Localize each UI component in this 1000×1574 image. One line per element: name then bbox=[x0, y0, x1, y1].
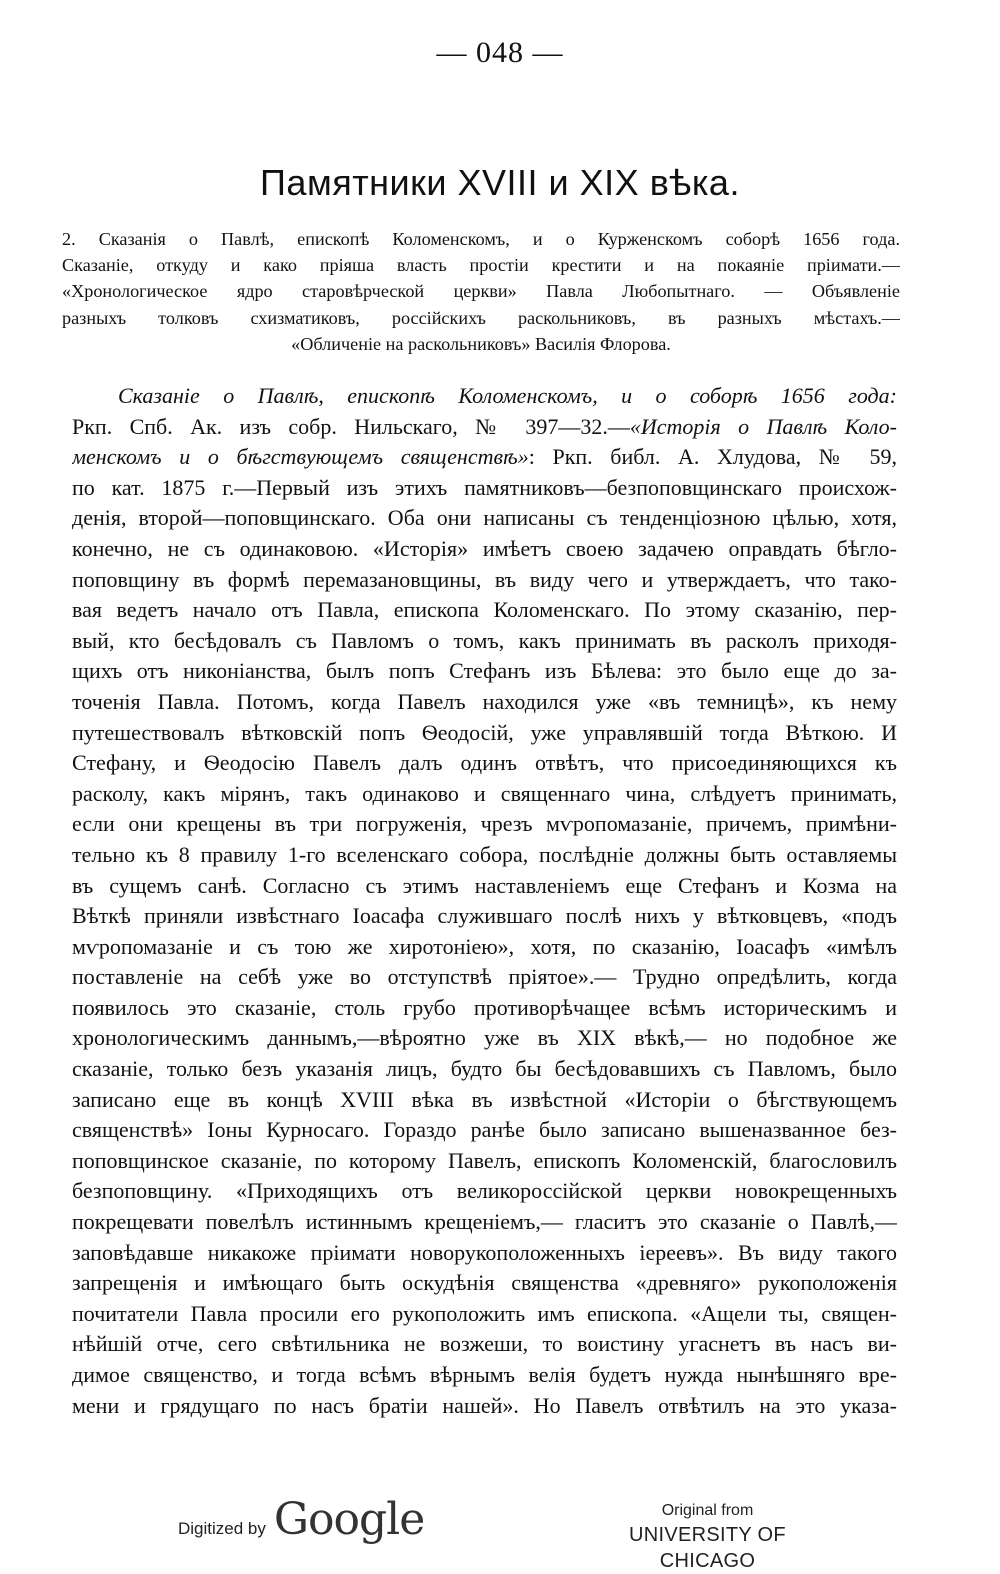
italic-heading: Сказаніе о Павлѣ, епископѣ Коломенскомъ, и о соборѣ 1656 года: bbox=[118, 383, 897, 408]
body-line: покрещевати повелѣлъ истиннымъ крещеніемъ,— гласитъ это сказаніе о Павлѣ,— bbox=[72, 1209, 897, 1235]
body-line: конечно, не съ одинаковою. «Исторія» имѣетъ своею задачею оправдать бѣгло- bbox=[72, 535, 897, 561]
body-line: мѵропомазаніе и съ тою же хиротоніею», хотя, по сказанію, Іоасафъ «имѣлъ bbox=[72, 933, 897, 959]
body-line: точенія Павла. Потомъ, когда Павелъ находился уже «въ темницѣ», къ нему bbox=[72, 688, 897, 714]
body-line: записано еще въ концѣ XVIII вѣка въ извѣстной «Исторіи о бѣгствующемъ bbox=[72, 1086, 897, 1112]
body-line: поповщинское сказаніе, по которому Павелъ, епископъ Коломенскій, благословилъ bbox=[72, 1147, 897, 1173]
italic-title: «Исторія о Павлѣ Коло- bbox=[629, 413, 897, 439]
contents-line: «Обличеніе на раскольниковъ» Василія Флорова. bbox=[291, 333, 671, 354]
body-line: денія, второй—поповщинскаго. Оба они написаны съ тенденціозною цѣлью, хотя, bbox=[72, 505, 897, 531]
italic-title: менскомъ и о бѣгствующемъ священствѣ» bbox=[72, 444, 529, 470]
body-line bbox=[72, 442, 897, 473]
body-line: расколу, какъ мірянъ, такъ одинаково и священнаго чина, слѣдуетъ принимать, bbox=[72, 780, 897, 806]
contents-line: «Хронологическое ядро старовѣрческой церкви» Павла Любопытнаго. — Объявленіе bbox=[62, 281, 900, 302]
body-line: Вѣткѣ приняли извѣстнаго Іоасафа служившаго послѣ нихъ у вѣтковцевъ, «подъ bbox=[72, 903, 897, 929]
body-line: если они крещены въ три погруженія, чрезъ мѵропомазаніе, причемъ, примѣни- bbox=[72, 811, 897, 837]
body-line: тельно къ 8 правилу 1-го вселенскаго собора, послѣдніе должны быть оставляемы bbox=[72, 841, 897, 867]
body-line: вая ведетъ начало отъ Павла, епископа Коломенскаго. По этому сказанію, пер- bbox=[72, 597, 897, 623]
body-line: димое священство, и тогда всѣмъ вѣрнымъ велія будетъ нужда нынѣшняго вре- bbox=[72, 1362, 897, 1387]
digitized-by-google bbox=[178, 1494, 424, 1545]
body-line: заповѣдавше никакоже пріимати новорукоположенныхъ іереевъ». Въ виду такого bbox=[72, 1239, 897, 1265]
body-line: въ сущемъ санѣ. Согласно съ этимъ наставленіемъ еще Стефанъ и Козма на bbox=[72, 872, 897, 898]
body-line: поставленіе на себѣ уже во отступствѣ пріятое».— Трудно опредѣлить, когда bbox=[72, 964, 897, 990]
body-line: путешествовалъ вѣтковскій попъ Ѳеодосій, уже управлявшій тогда Вѣткою. И bbox=[72, 719, 897, 745]
university-label: UNIVERSITY OF CHICAGO bbox=[629, 1524, 786, 1572]
body-line: мени и грядущаго по насъ братіи нашей». Но Павелъ отвѣтилъ на это указа- bbox=[72, 1392, 897, 1418]
contents-line: 2. Сказанія о Павлѣ, епископѣ Коломенскомъ, и о Курженскомъ соборѣ 1656 года. bbox=[62, 229, 900, 249]
contents-line: Сказаніе, откуду и како пріяша власть простіи крестити и на покаяніе пріимати.— bbox=[62, 255, 900, 276]
original-from-label: Original from bbox=[661, 1502, 754, 1519]
page-number: — 048 — bbox=[436, 36, 564, 69]
body-line: по кат. 1875 г.—Первый изъ этихъ памятниковъ—безпоповщинскаго происхож- bbox=[72, 474, 897, 500]
contents-line: разныхъ толковъ схизматиковъ, россійскихъ раскольниковъ, въ разныхъ мѣстахъ.— bbox=[62, 307, 900, 328]
body-line: священствѣ» Іоны Курносаго. Гораздо ранѣе было записано вышеназванное без- bbox=[72, 1117, 897, 1143]
body-line: щихъ отъ никоніанства, былъ попъ Стефанъ изъ Бѣлева: это было еще до за- bbox=[72, 658, 897, 684]
page-title: Памятники XVIII и XIX вѣка. bbox=[260, 162, 740, 203]
body-line: почитатели Павла просили его рукоположить имъ епископа. «Ащели ты, священ- bbox=[72, 1300, 897, 1326]
body-line: вый, кто бесѣдовалъ съ Павломъ о томъ, какъ принимать въ расколъ приходя- bbox=[72, 627, 897, 653]
body-line: появилось это сказаніе, столь грубо противорѣчащее всѣмъ историческимъ и bbox=[72, 994, 897, 1020]
manuscript-ref: : Ркп. библ. А. Хлудова, № 59, bbox=[528, 444, 897, 470]
body-line: поповщину въ формѣ перемазановщины, въ виду чего и утверждаетъ, что тако- bbox=[72, 566, 897, 592]
google-logo: Google bbox=[273, 1494, 425, 1545]
body-line: безпоповщину. «Приходящихъ отъ великороссійской церкви новокрещенныхъ bbox=[72, 1178, 897, 1204]
body-line: нѣйшій отче, сего свѣтильника не возжеши, то воистину угаснетъ въ насъ ви- bbox=[72, 1331, 897, 1357]
body-paragraph bbox=[72, 473, 897, 1421]
digitized-by-label: Digitized by bbox=[178, 1519, 266, 1538]
body-line: Стефану, и Ѳеодосію Павелъ далъ одинъ отвѣтъ, что присоединяющихся къ bbox=[72, 750, 897, 776]
body-line: запрещенія и имѣющаго быть оскудѣнія священства «древняго» рукоположенія bbox=[72, 1270, 897, 1296]
body-line: хронологическимъ даннымъ,—вѣроятно уже въ XIX вѣкѣ,— но подобное же bbox=[72, 1025, 897, 1051]
body-line bbox=[72, 381, 897, 412]
body-line: сказаніе, только безъ указанія лицъ, будто бы бесѣдовавшихъ съ Павломъ, было bbox=[72, 1056, 897, 1082]
section-contents-summary bbox=[62, 226, 900, 357]
manuscript-ref: Ркп. Спб. Ак. изъ собр. Нильскаго, № 397—32.— bbox=[72, 413, 630, 439]
body-line bbox=[72, 412, 897, 443]
body-text bbox=[72, 381, 897, 1421]
original-source bbox=[585, 1500, 830, 1574]
